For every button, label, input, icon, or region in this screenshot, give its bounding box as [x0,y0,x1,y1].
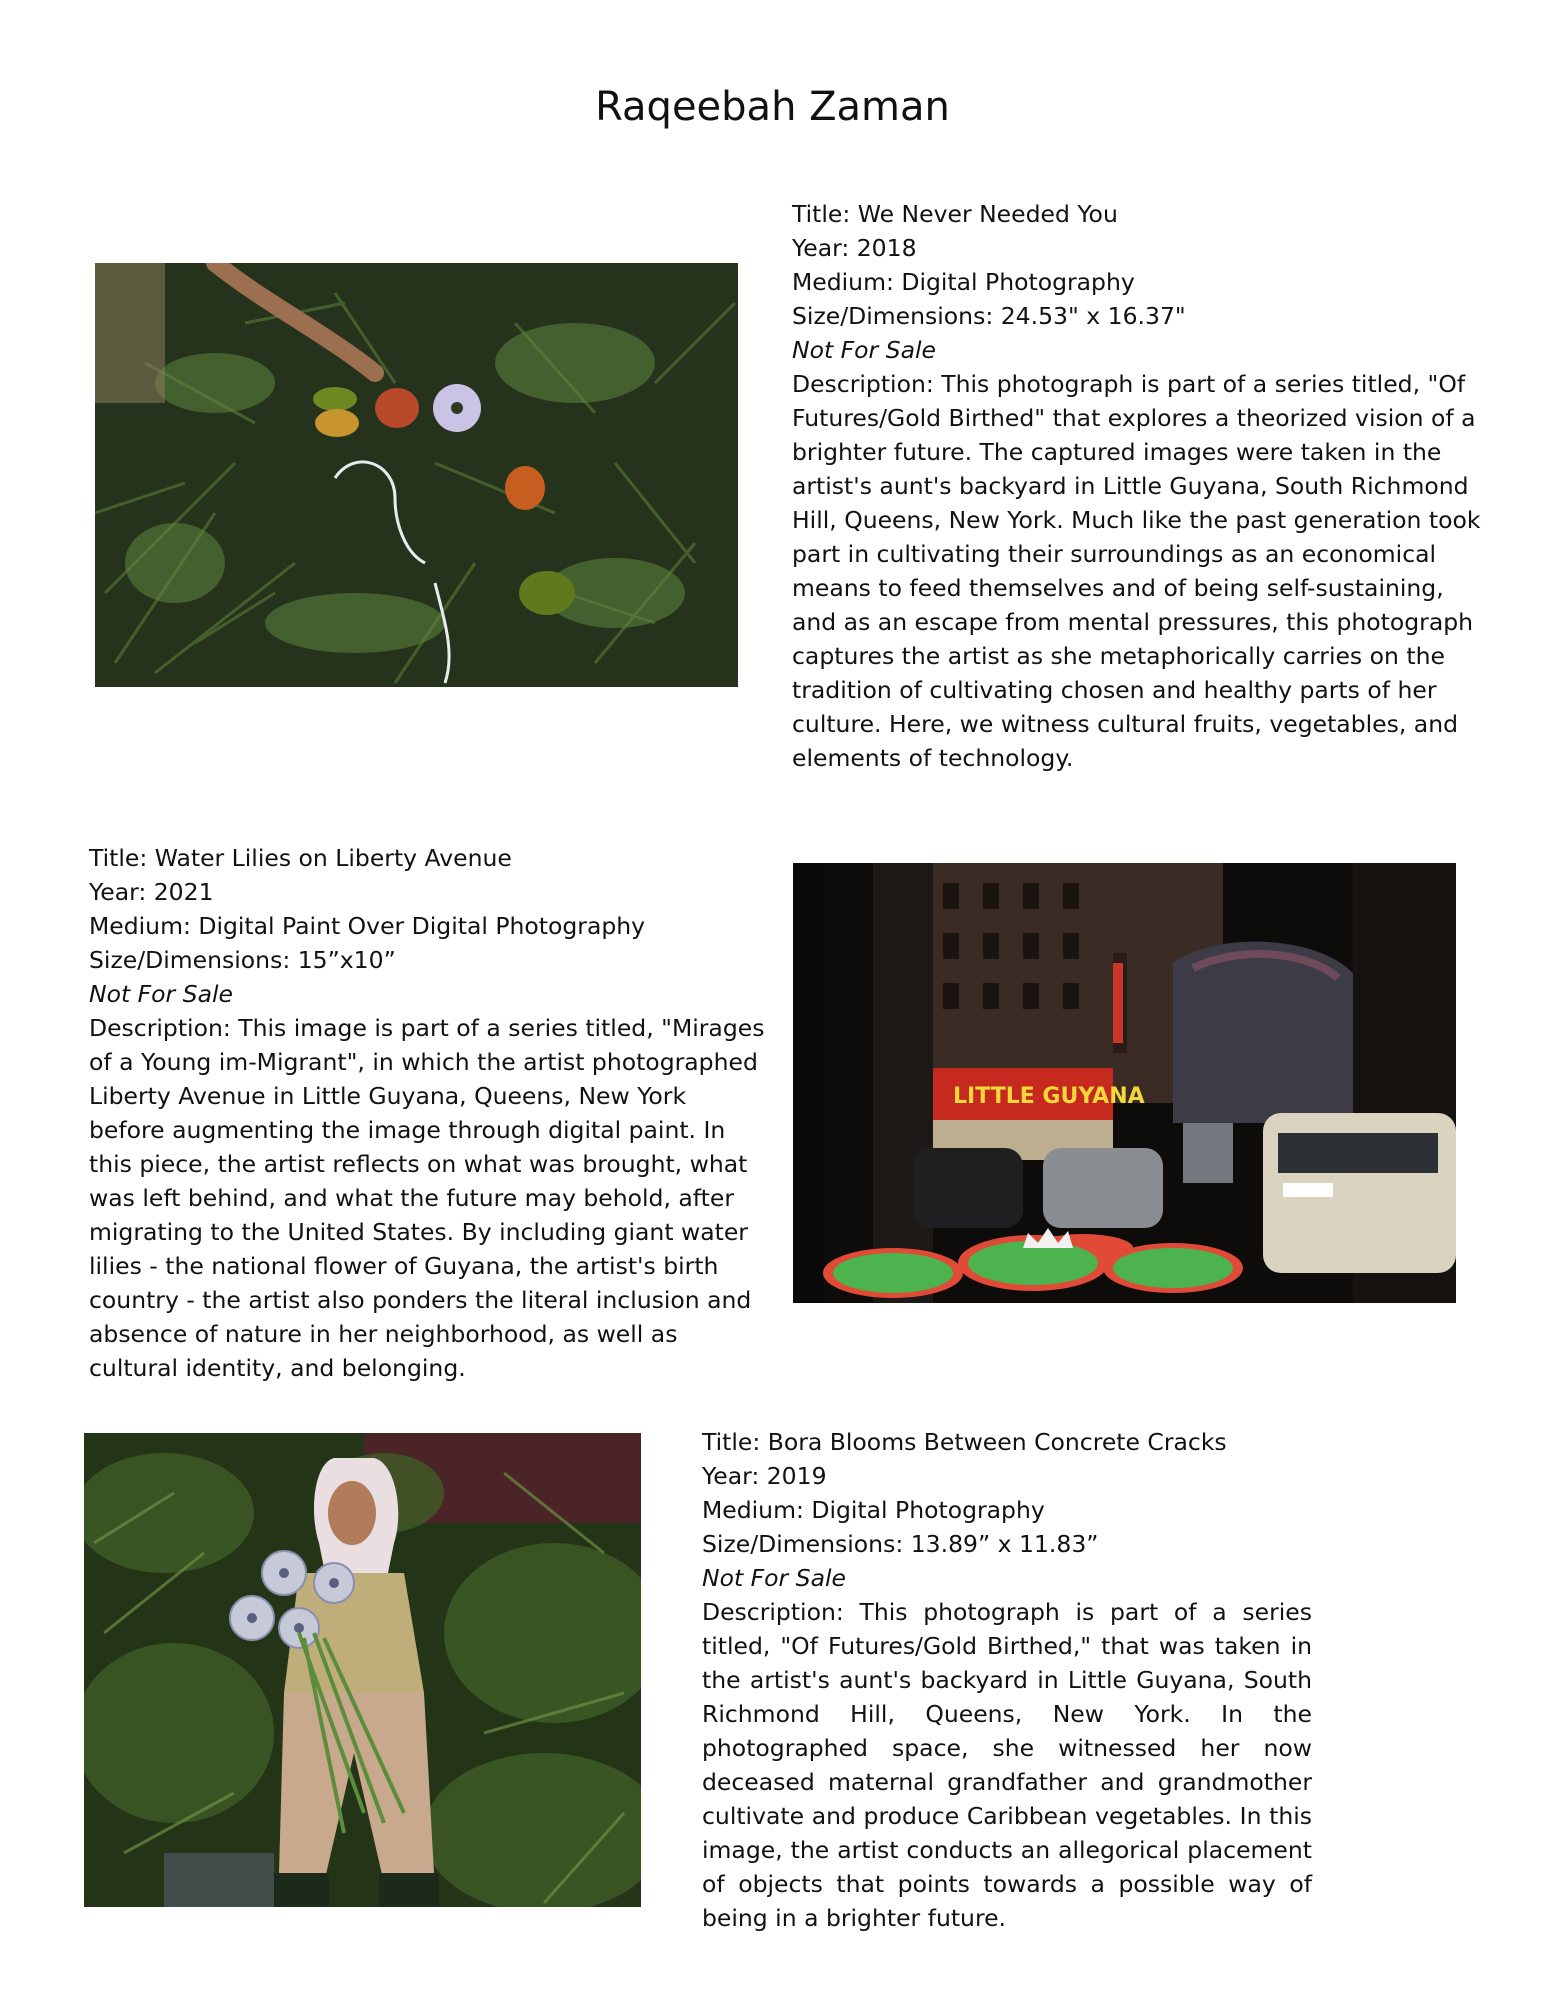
little-guyana-sign: LITTLE GUYANA [953,1084,1145,1109]
artwork-year: Year: 2018 [792,234,917,262]
artwork-photo-we-never-needed-you [95,263,738,687]
artwork-info-we-never-needed-you [792,197,1482,775]
artist-name: Raqeebah Zaman [595,84,950,130]
artwork-sale-status: Not For Sale [792,336,936,364]
artwork-year: Year: 2021 [89,878,214,906]
artwork-size: Size/Dimensions: 15”x10” [89,946,396,974]
artwork-medium: Medium: Digital Photography [702,1496,1045,1524]
artwork-sale-status: Not For Sale [702,1564,846,1592]
artwork-sale-status: Not For Sale [89,980,233,1008]
artwork-photo-bora-blooms [84,1433,641,1907]
artwork-photo-water-lilies [793,863,1456,1303]
artwork-description: Description: This photograph is part of a series titled, "Of Futures/Gold Birthed," that was taken in the artist's aunt's backyard in Little Guyana, South Richmond Hill, Queens, New York. In the photographed space, she witnessed her now deceased maternal grandfather and grandmother cultivate and produce Caribbean vegetables. In this image, the artist conducts an allegorical placement of objects that points towards a possible way of being in a brighter future. [702,1598,1312,1932]
artwork-size: Size/Dimensions: 13.89” x 11.83” [702,1530,1099,1558]
artwork-medium: Medium: Digital Paint Over Digital Photography [89,912,646,940]
artwork-medium: Medium: Digital Photography [792,268,1135,296]
artwork-description: Description: This image is part of a series titled, "Mirages of a Young im-Migrant", in which the artist photographed Liberty Avenue in Little Guyana, Queens, New York before augmenting the image through digital paint. In this piece, the artist reflects on what was brought, what was left behind, and what the future may behold, after migrating to the United States. By including giant water lilies - the national flower of Guyana, the artist's birth country - the artist also ponders the literal inclusion and absence of nature in her neighborhood, as well as cultural identity, and belonging. [89,1014,765,1382]
artwork-title: Title: We Never Needed You [792,200,1118,228]
artwork-info-water-lilies [89,841,769,1385]
artwork-info-bora-blooms [702,1425,1312,1935]
artwork-title: Title: Water Lilies on Liberty Avenue [89,844,512,872]
artwork-title: Title: Bora Blooms Between Concrete Cracks [702,1428,1227,1456]
artwork-size: Size/Dimensions: 24.53" x 16.37" [792,302,1186,330]
artwork-year: Year: 2019 [702,1462,827,1490]
artwork-description: Description: This photograph is part of a series titled, "Of Futures/Gold Birthed" that explores a theorized vision of a brighter future. The captured images were taken in the artist's aunt's backyard in Little Guyana, South Richmond Hill, Queens, New York. Much like the past generation took part in cultivating their surroundings as an economical means to feed themselves and of being self-sustaining, and as an escape from mental pressures, this photograph captures the artist as she metaphorically carries on the tradition of cultivating chosen and healthy parts of her culture. Here, we witness cultural fruits, vegetables, and elements of technology. [792,370,1481,772]
